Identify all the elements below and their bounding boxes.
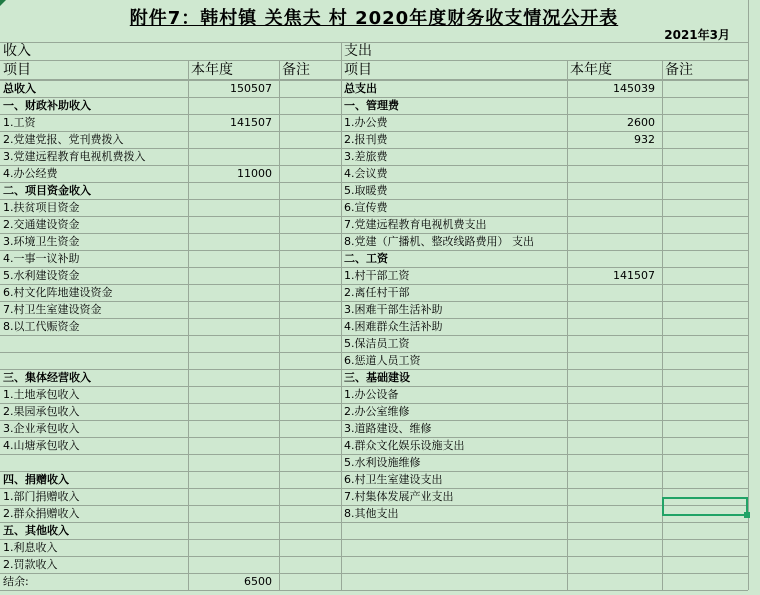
income-row-label[interactable]: 1.利息收入: [3, 541, 58, 554]
expense-row-label[interactable]: 1.村干部工资: [344, 269, 410, 282]
income-section-header[interactable]: 收入: [3, 43, 31, 59]
expense-row-amount[interactable]: [570, 165, 659, 182]
expense-row-label[interactable]: 6.宣传费: [344, 201, 388, 214]
expense-row-amount[interactable]: [570, 573, 659, 590]
expense-row-note[interactable]: [665, 318, 745, 335]
income-row-label[interactable]: 4.一事一议补助: [3, 252, 80, 265]
income-row-label[interactable]: 一、财政补助收入: [3, 99, 91, 112]
expense-row-amount[interactable]: [570, 471, 659, 488]
expense-row-amount[interactable]: [570, 488, 659, 505]
expense-row-label[interactable]: [344, 539, 564, 556]
income-row-label[interactable]: 4.山塘承包收入: [3, 439, 80, 452]
income-row-label[interactable]: 四、捐赠收入: [3, 473, 69, 486]
expense-row-note[interactable]: [665, 420, 745, 437]
income-row-note[interactable]: [282, 437, 338, 454]
expense-row-note[interactable]: [665, 522, 745, 539]
income-note-header[interactable]: 备注: [282, 62, 310, 78]
income-row-note[interactable]: [282, 454, 338, 471]
income-row-note[interactable]: [282, 233, 338, 250]
expense-row-note[interactable]: [665, 165, 745, 182]
income-row-note[interactable]: [282, 352, 338, 369]
expense-row-label[interactable]: 1.办公费: [344, 116, 388, 129]
income-row-amount[interactable]: [191, 386, 276, 403]
income-row-amount[interactable]: [191, 454, 276, 471]
income-row-amount[interactable]: [191, 182, 276, 199]
income-row-amount[interactable]: [191, 369, 276, 386]
income-row-label[interactable]: 五、其他收入: [3, 524, 69, 537]
income-row-note[interactable]: [282, 505, 338, 522]
expense-row-amount[interactable]: [570, 148, 659, 165]
income-row-amount[interactable]: [191, 318, 276, 335]
expense-row-amount[interactable]: [570, 97, 659, 114]
expense-row-note[interactable]: [665, 131, 745, 148]
expense-row-note[interactable]: [665, 352, 745, 369]
expense-row-label[interactable]: 8.党建（广播机、整改线路费用） 支出: [344, 235, 534, 248]
expense-row-label[interactable]: [344, 522, 564, 539]
income-row-note[interactable]: [282, 284, 338, 301]
expense-row-label[interactable]: 5.取暖费: [344, 184, 388, 197]
income-row-note[interactable]: [282, 488, 338, 505]
expense-row-note[interactable]: [665, 284, 745, 301]
expense-row-amount[interactable]: [570, 352, 659, 369]
expense-row-note[interactable]: [665, 250, 745, 267]
income-row-amount[interactable]: [191, 420, 276, 437]
expense-row-note[interactable]: [665, 471, 745, 488]
income-row-amount[interactable]: [191, 335, 276, 352]
expense-row-amount[interactable]: [570, 182, 659, 199]
expense-row-note[interactable]: [665, 80, 745, 97]
expense-row-label[interactable]: 4.会议费: [344, 167, 388, 180]
expense-row-amount[interactable]: [570, 199, 659, 216]
income-row-amount[interactable]: [191, 556, 276, 573]
expense-row-note[interactable]: [665, 335, 745, 352]
expense-row-note[interactable]: [665, 556, 745, 573]
income-row-label[interactable]: 2.交通建设资金: [3, 218, 80, 231]
expense-row-note[interactable]: [665, 539, 745, 556]
income-row-amount[interactable]: [191, 250, 276, 267]
income-row-note[interactable]: [282, 114, 338, 131]
income-row-amount[interactable]: [191, 352, 276, 369]
income-row-amount[interactable]: [191, 284, 276, 301]
income-row-note[interactable]: [282, 250, 338, 267]
income-row-amount[interactable]: [191, 488, 276, 505]
expense-row-label[interactable]: 一、管理费: [344, 99, 399, 112]
income-row-amount[interactable]: 150507: [230, 82, 272, 95]
expense-row-amount[interactable]: [570, 233, 659, 250]
expense-row-label[interactable]: 2.离任村干部: [344, 286, 410, 299]
expense-row-label[interactable]: [344, 556, 564, 573]
expense-row-amount[interactable]: [570, 386, 659, 403]
income-row-note[interactable]: [282, 403, 338, 420]
expense-row-label[interactable]: 6.惩道人员工资: [344, 354, 421, 367]
expense-row-amount[interactable]: [570, 522, 659, 539]
income-row-label[interactable]: 2.党建党报、党刊费拨入: [3, 133, 124, 146]
expense-row-amount[interactable]: [570, 335, 659, 352]
expense-row-label[interactable]: 3.道路建设、维修: [344, 422, 432, 435]
income-row-amount[interactable]: [191, 199, 276, 216]
income-row-label[interactable]: 8.以工代赈资金: [3, 320, 80, 333]
income-row-note[interactable]: [282, 556, 338, 573]
income-row-label[interactable]: 2.罚款收入: [3, 558, 58, 571]
expense-row-amount[interactable]: 932: [634, 133, 655, 146]
income-row-label[interactable]: 3.党建远程教育电视机费拨入: [3, 150, 146, 163]
income-row-note[interactable]: [282, 199, 338, 216]
income-row-label[interactable]: 总收入: [3, 82, 36, 95]
expense-row-label[interactable]: 1.办公设备: [344, 388, 399, 401]
income-row-label[interactable]: 3.环境卫生资金: [3, 235, 80, 248]
expense-row-note[interactable]: [665, 216, 745, 233]
expense-row-label[interactable]: 8.其他支出: [344, 507, 399, 520]
expense-row-note[interactable]: [665, 437, 745, 454]
income-row-amount[interactable]: [191, 233, 276, 250]
expense-row-note[interactable]: [665, 97, 745, 114]
expense-row-label[interactable]: 5.水利设施维修: [344, 456, 421, 469]
income-row-label[interactable]: [3, 454, 185, 471]
income-row-label[interactable]: 1.土地承包收入: [3, 388, 80, 401]
income-row-amount[interactable]: [191, 148, 276, 165]
expense-amount-header[interactable]: 本年度: [570, 62, 612, 78]
income-row-label[interactable]: 1.部门捐赠收入: [3, 490, 80, 503]
income-row-amount[interactable]: [191, 97, 276, 114]
expense-row-amount[interactable]: [570, 403, 659, 420]
income-row-label[interactable]: 3.企业承包收入: [3, 422, 80, 435]
expense-row-amount[interactable]: [570, 301, 659, 318]
expense-row-note[interactable]: [665, 369, 745, 386]
income-row-amount[interactable]: [191, 301, 276, 318]
income-row-note[interactable]: [282, 522, 338, 539]
expense-row-label[interactable]: [344, 573, 564, 590]
expense-row-note[interactable]: [665, 199, 745, 216]
expense-row-label[interactable]: 7.村集体发展产业支出: [344, 490, 454, 503]
expense-row-label[interactable]: 3.困难干部生活补助: [344, 303, 443, 316]
expense-row-note[interactable]: [665, 267, 745, 284]
expense-row-label[interactable]: 7.党建远程教育电视机费支出: [344, 218, 487, 231]
expense-row-label[interactable]: 2.办公室维修: [344, 405, 410, 418]
expense-row-label[interactable]: 4.困难群众生活补助: [344, 320, 443, 333]
expense-section-header[interactable]: 支出: [344, 43, 372, 59]
selected-cell[interactable]: [662, 497, 748, 516]
expense-row-note[interactable]: [665, 182, 745, 199]
expense-row-label[interactable]: 2.报刊费: [344, 133, 388, 146]
expense-row-label[interactable]: 4.群众文化娱乐设施支出: [344, 439, 465, 452]
income-row-label[interactable]: [3, 335, 185, 352]
income-row-label[interactable]: 2.果园承包收入: [3, 405, 80, 418]
expense-row-note[interactable]: [665, 403, 745, 420]
fill-handle[interactable]: [744, 512, 750, 518]
income-item-header[interactable]: 项目: [3, 62, 31, 78]
income-row-label[interactable]: 1.扶贫项目资金: [3, 201, 80, 214]
income-row-note[interactable]: [282, 131, 338, 148]
expense-row-amount[interactable]: 141507: [613, 269, 655, 282]
income-row-note[interactable]: [282, 267, 338, 284]
expense-row-amount[interactable]: [570, 539, 659, 556]
income-row-label[interactable]: [3, 352, 185, 369]
expense-note-header[interactable]: 备注: [665, 62, 693, 78]
expense-row-amount[interactable]: [570, 318, 659, 335]
income-row-label[interactable]: 7.村卫生室建设资金: [3, 303, 102, 316]
expense-row-note[interactable]: [665, 301, 745, 318]
income-row-label[interactable]: 2.群众捐赠收入: [3, 507, 80, 520]
expense-row-label[interactable]: 三、基础建设: [344, 371, 410, 384]
expense-row-note[interactable]: [665, 114, 745, 131]
expense-row-label[interactable]: 6.村卫生室建设支出: [344, 473, 443, 486]
expense-row-label[interactable]: 5.保洁员工资: [344, 337, 410, 350]
expense-row-amount[interactable]: 145039: [613, 82, 655, 95]
income-row-note[interactable]: [282, 318, 338, 335]
expense-row-note[interactable]: [665, 386, 745, 403]
income-row-amount[interactable]: [191, 131, 276, 148]
income-row-note[interactable]: [282, 301, 338, 318]
expense-row-label[interactable]: 3.差旅费: [344, 150, 388, 163]
income-row-note[interactable]: [282, 369, 338, 386]
income-row-amount[interactable]: [191, 216, 276, 233]
income-row-label[interactable]: 结余:: [3, 575, 29, 588]
income-row-amount[interactable]: 11000: [237, 167, 272, 180]
income-row-label[interactable]: 5.水利建设资金: [3, 269, 80, 282]
income-row-amount[interactable]: [191, 267, 276, 284]
income-row-label[interactable]: 4.办公经费: [3, 167, 58, 180]
income-row-note[interactable]: [282, 216, 338, 233]
income-row-amount[interactable]: [191, 522, 276, 539]
income-row-label[interactable]: 三、集体经营收入: [3, 371, 91, 384]
income-row-note[interactable]: [282, 471, 338, 488]
income-row-label[interactable]: 二、项目资金收入: [3, 184, 91, 197]
expense-row-amount[interactable]: [570, 284, 659, 301]
expense-row-label[interactable]: 总支出: [344, 82, 377, 95]
expense-row-amount[interactable]: [570, 556, 659, 573]
sheet-title: 附件7：韩村镇 关焦夫 村 2020年度财务收支情况公开表: [129, 8, 619, 29]
expense-row-amount[interactable]: [570, 216, 659, 233]
income-row-note[interactable]: [282, 539, 338, 556]
expense-row-amount[interactable]: [570, 505, 659, 522]
expense-item-header[interactable]: 项目: [344, 62, 372, 78]
expense-row-note[interactable]: [665, 573, 745, 590]
income-row-note[interactable]: [282, 335, 338, 352]
income-row-label[interactable]: 1.工资: [3, 116, 36, 129]
expense-row-note[interactable]: [665, 148, 745, 165]
expense-row-amount[interactable]: [570, 454, 659, 471]
income-row-amount[interactable]: [191, 437, 276, 454]
income-row-note[interactable]: [282, 573, 338, 590]
income-row-note[interactable]: [282, 97, 338, 114]
expense-row-amount[interactable]: [570, 437, 659, 454]
income-row-amount[interactable]: 141507: [230, 116, 272, 129]
income-row-amount[interactable]: [191, 539, 276, 556]
income-row-label[interactable]: 6.村文化阵地建设资金: [3, 286, 113, 299]
income-row-amount[interactable]: 6500: [244, 575, 272, 588]
income-row-note[interactable]: [282, 148, 338, 165]
income-row-amount[interactable]: [191, 505, 276, 522]
report-date: 2021年3月: [664, 28, 730, 42]
income-row-amount[interactable]: [191, 403, 276, 420]
income-amount-header[interactable]: 本年度: [191, 62, 233, 78]
income-row-note[interactable]: [282, 182, 338, 199]
income-row-note[interactable]: [282, 165, 338, 182]
expense-row-note[interactable]: [665, 454, 745, 471]
income-row-amount[interactable]: [191, 471, 276, 488]
expense-row-note[interactable]: [665, 233, 745, 250]
expense-row-amount[interactable]: 2600: [627, 116, 655, 129]
expense-row-amount[interactable]: [570, 369, 659, 386]
expense-row-amount[interactable]: [570, 250, 659, 267]
income-row-note[interactable]: [282, 80, 338, 97]
expense-row-amount[interactable]: [570, 420, 659, 437]
expense-row-label[interactable]: 二、工资: [344, 252, 388, 265]
income-row-note[interactable]: [282, 420, 338, 437]
income-row-note[interactable]: [282, 386, 338, 403]
